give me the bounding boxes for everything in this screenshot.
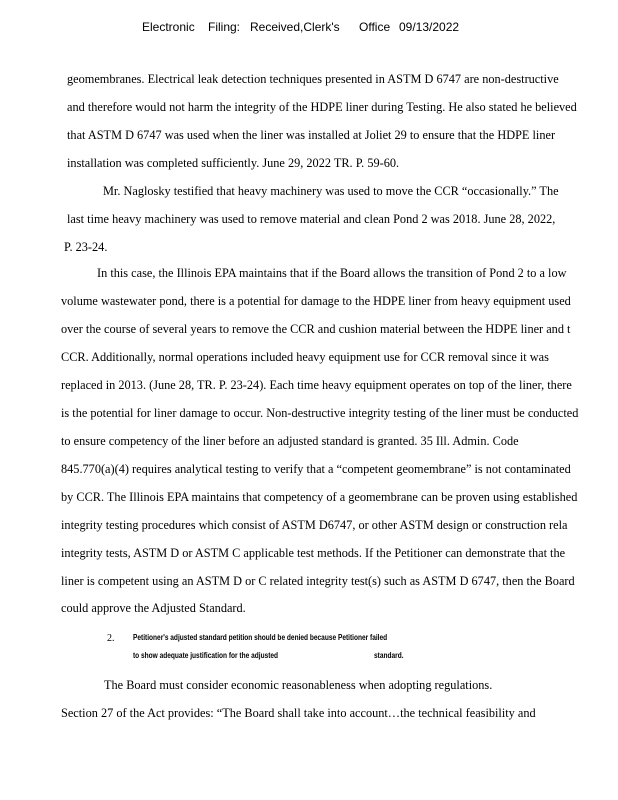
header-date: 09/13/2022	[399, 20, 460, 34]
body-line: Mr. Naglosky testified that heavy machinery was used to move the CCR “occasionally.” The	[103, 184, 559, 198]
body-line: to ensure competency of the liner before an adjusted standard is granted. 35 Ill. Admin. Code	[61, 434, 519, 448]
heading-number: 2.	[107, 633, 115, 644]
body-line: integrity tests, ASTM D or ASTM C applicable test methods. If the Petitioner can demonstrate that the	[61, 546, 566, 560]
heading-line-2-end: standard.	[374, 651, 404, 660]
body-line: replaced in 2013. (June 28, TR. P. 23-24). Each time heavy equipment operates on top of the liner, there	[61, 378, 572, 392]
body-line: that ASTM D 6747 was used when the liner was installed at Joliet 29 to ensure that the HDPE liner	[67, 128, 556, 142]
body-line: volume wastewater pond, there is a potential for damage to the HDPE liner from heavy equipment used	[61, 294, 571, 308]
body-line: is the potential for liner damage to occur. Non-destructive integrity testing of the liner must be conducted	[61, 406, 579, 420]
body-line: installation was completed sufficiently. June 29, 2022 TR. P. 59-60.	[67, 156, 400, 170]
body-line: The Board must consider economic reasonableness when adopting regulations.	[104, 678, 493, 692]
body-line: CCR. Additionally, normal operations included heavy equipment use for CCR removal since it was	[61, 350, 549, 364]
header-filing: Filing:	[208, 20, 241, 34]
heading-line-1: Petitioner's adjusted standard petition should be denied because Petitioner failed	[133, 633, 388, 642]
body-line: P. 23-24.	[64, 240, 108, 254]
body-line: geomembranes. Electrical leak detection techniques presented in ASTM D 6747 are non-destructive	[67, 72, 559, 86]
header-office: Office	[359, 20, 391, 34]
body-line: Section 27 of the Act provides: “The Board shall take into account…the technical feasibility and	[61, 706, 536, 720]
body-line: integrity testing procedures which consist of ASTM D6747, or other ASTM design or construction rela	[61, 518, 568, 532]
header-received: Received,Clerk's	[250, 20, 340, 34]
body-line: by CCR. The Illinois EPA maintains that competency of a geomembrane can be proven using established	[61, 490, 578, 504]
body-line: In this case, the Illinois EPA maintains that if the Board allows the transition of Pond 2 to a low	[97, 266, 567, 280]
body-line: last time heavy machinery was used to remove material and clean Pond 2 was 2018. June 28, 2022,	[67, 212, 556, 226]
body-line: and therefore would not harm the integrity of the HDPE liner during Testing. He also stated he believed	[67, 100, 577, 114]
heading-line-2: to show adequate justification for the adjusted	[133, 651, 279, 660]
body-line: could approve the Adjusted Standard.	[61, 601, 246, 615]
body-line: 845.770(a)(4) requires analytical testing to verify that a “competent geomembrane” is not contaminated	[61, 462, 571, 476]
body-line: liner is competent using an ASTM D or C related integrity test(s) such as ASTM D 6747, then the Board	[61, 574, 575, 588]
body-line: over the course of several years to remove the CCR and cushion material between the HDPE liner and t	[61, 322, 571, 336]
header-electronic: Electronic	[142, 20, 195, 34]
